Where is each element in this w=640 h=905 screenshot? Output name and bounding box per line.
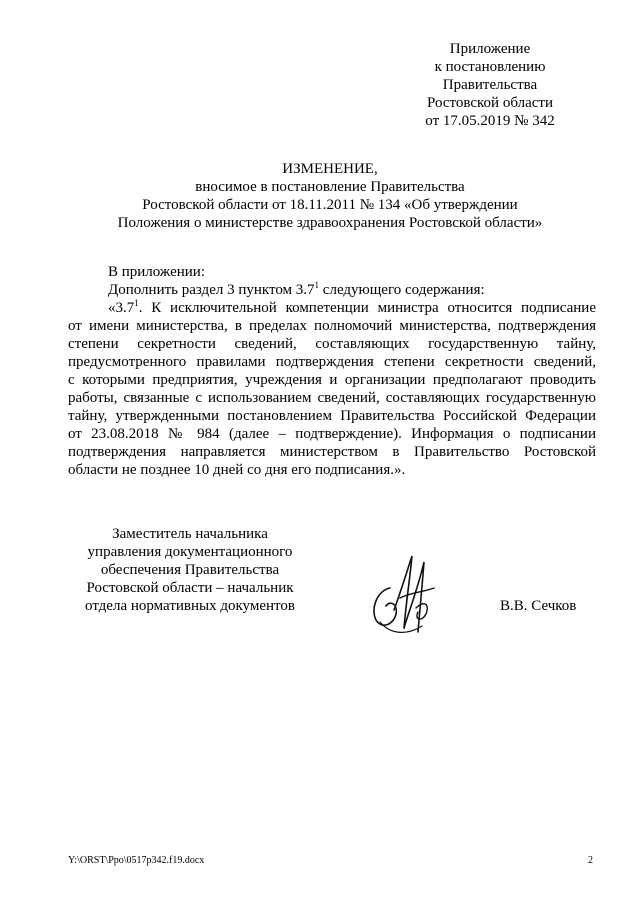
appendix-line: от 17.05.2019 № 342 <box>425 113 555 129</box>
quote-line: тайну, утвержденными постановлением Правительства Российской Федерации <box>68 408 596 424</box>
item-text-before: Дополнить раздел 3 пунктом 3.7 <box>108 282 315 298</box>
handwritten-signature <box>360 548 440 638</box>
quote-superscript: 1 <box>134 298 139 308</box>
item-superscript: 1 <box>314 280 320 290</box>
signer-position <box>60 525 320 615</box>
appendix-line: к постановлению <box>434 59 546 75</box>
quote-open: «3.7 <box>108 300 135 316</box>
quote-line: предусмотренного правилами подтверждения степени секретности сведений, <box>68 354 596 370</box>
quote-line: работы, связанные с использованием сведений, составляющих государственную <box>68 390 596 406</box>
title-heading: ИЗМЕНЕНИЕ, <box>282 161 378 177</box>
quote-last-line: области не позднее 10 дней со дня его подписания.». <box>68 462 406 478</box>
file-path: Y:\ORST\Ppo\0517p342.f19.docx <box>68 855 205 866</box>
quote-line: подтверждения направляется министерством в Правительство Ростовской <box>68 444 596 460</box>
appendix-line: Правительства <box>442 77 538 93</box>
appendix-line: Ростовской области <box>427 95 553 111</box>
signer-line: Заместитель начальника <box>112 526 268 542</box>
signer-line: отдела нормативных документов <box>85 598 295 614</box>
quote-line: с которыми предприятия, учреждения и организации предполагают проводить <box>68 372 596 388</box>
page-number: 2 <box>588 855 593 866</box>
title-line: Положения о министерстве здравоохранения Ростовской области» <box>117 215 543 231</box>
body-intro: В приложении: <box>108 264 205 280</box>
signer-line: управления документационного <box>87 544 293 560</box>
quote-line: от 23.08.2018 № 984 (далее – подтверждение). Информация о подписании <box>68 426 596 442</box>
title-line: Ростовской области от 18.11.2011 № 134 «Об утверждении <box>142 197 518 213</box>
item-text-after: следующего содержания: <box>319 282 485 298</box>
document-body <box>68 263 596 479</box>
appendix-line: Приложение <box>449 41 531 57</box>
quote-line: от имени министерства, в пределах полномочий министерства, подтверждения <box>68 318 596 334</box>
appendix-header <box>400 40 580 130</box>
signer-name: В.В. Сечков <box>500 598 577 614</box>
signer-line: обеспечения Правительства <box>100 562 280 578</box>
body-item <box>68 281 596 299</box>
quote-first-line <box>68 299 596 317</box>
signer-line: Ростовской области – начальник <box>86 580 294 596</box>
title-line: вносимое в постановление Правительства <box>195 179 465 195</box>
quote-first-rest: . К исключительной компетенции министра относится подписание <box>138 300 596 316</box>
document-title <box>60 160 600 232</box>
quote-line: степени секретности сведений, составляющих государственную тайну, <box>68 336 596 352</box>
